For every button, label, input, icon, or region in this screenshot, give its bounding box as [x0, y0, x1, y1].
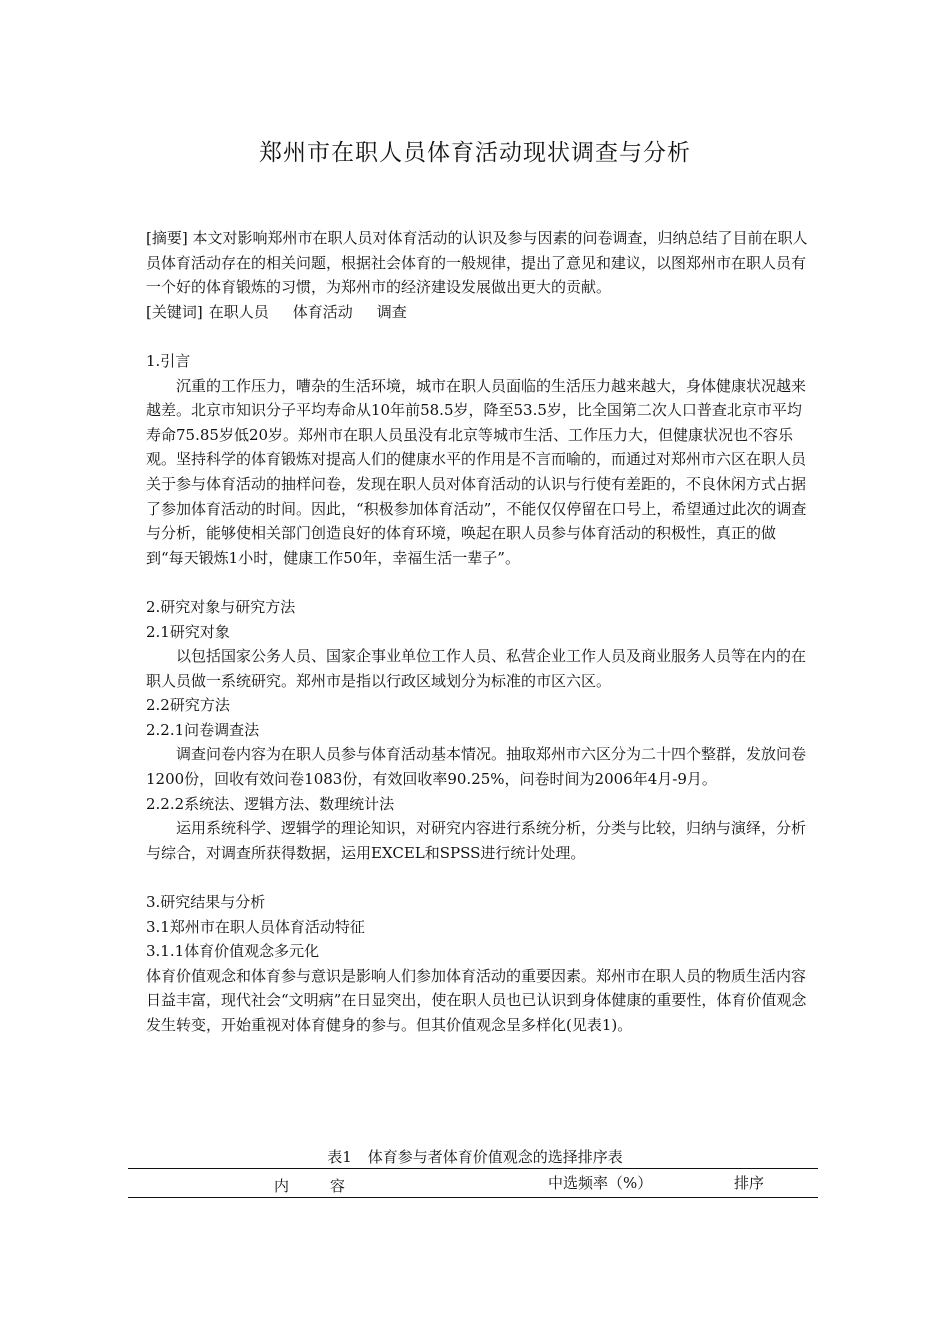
header-content-char-1: 内 [274, 1177, 290, 1195]
table-1-number: 表1 [327, 1148, 352, 1166]
section-3-heading: 3.研究结果与分析 [146, 893, 266, 912]
section-2-2-1-paragraph: 调查问卷内容为在职人员参与体育活动基本情况。抽取郑州市六区分为二十四个整群，发放问卷1200份，回收有效问卷1083份，有效回收率90.25%，问卷时间为2006年4月-9月。 [146, 745, 807, 789]
section-1-heading: 1.引言 [146, 351, 191, 370]
header-frequency: 中选频率（%） [548, 1174, 653, 1192]
document-body [146, 226, 810, 1038]
section-3-1-heading: 3.1郑州市在职人员体育活动特征 [146, 917, 365, 936]
section-2-2-2-heading: 2.2.2系统法、逻辑方法、数理统计法 [146, 794, 395, 813]
keyword-2: 体育活动 [292, 302, 353, 321]
document-title: 郑州市在职人员体育活动现状调查与分析 [259, 140, 691, 166]
section-2-2-1-heading: 2.2.1问卷调查法 [146, 720, 260, 739]
keywords-label: [关键词] [146, 302, 203, 321]
header-content-char-2: 容 [330, 1177, 346, 1195]
table-1-title: 体育参与者体育价值观念的选择排序表 [367, 1148, 623, 1166]
abstract-paragraph [146, 226, 810, 300]
table-1 [128, 1168, 818, 1198]
section-3-1-1-paragraph: 体育价值观念和体育参与意识是影响人们参加体育活动的重要因素。郑州市在职人员的物质生活内容日益丰富，现代社会“文明病”在日显突出，使在职人员也已认识到身体健康的重要性，体育价值观念发生转变，开始重视对体育健身的参与。但其价值观念呈多样化(见表1)。 [146, 966, 807, 1034]
section-3-1-1-heading: 3.1.1体育价值观念多元化 [146, 942, 320, 961]
section-2-2-heading: 2.2研究方法 [146, 696, 230, 715]
keyword-1: 在职人员 [208, 302, 269, 321]
section-2-1-heading: 2.1研究对象 [146, 622, 230, 641]
table-1-caption [0, 1146, 950, 1167]
section-2-1-paragraph: 以包括国家公务人员、国家企事业单位工作人员、私营企业工作人员及商业服务人员等在内的在职人员做一系统研究。郑州市是指以行政区域划分为标准的市区六区。 [146, 647, 807, 690]
keyword-3: 调查 [376, 302, 407, 321]
table-header-rule [128, 1197, 818, 1198]
table-header-row [128, 1169, 818, 1195]
abstract-text: 本文对影响郑州市在职人员对体育活动的认识及参与因素的问卷调查，归纳总结了目前在职人员体育活动存在的相关问题，根据社会体育的一般规律，提出了意见和建议，以图郑州市在职人员有一个好的体育锻炼的习惯，为郑州市的经济建设发展做出更大的贡献。 [146, 229, 808, 297]
section-2-heading: 2.研究对象与研究方法 [146, 597, 296, 616]
header-rank: 排序 [734, 1174, 765, 1192]
keywords-line [146, 300, 810, 325]
section-1-paragraph: 沉重的工作压力，嘈杂的生活环境，城市在职人员面临的生活压力越来越大，身体健康状况越来越差。北京市知识分子平均寿命从10年前58.5岁，降至53.5岁，比全国第二次人口普查北京市平均寿命75.85岁低20岁。郑州市在职人员虽没有北京等城市生活、工作压力大，但健康状况也不容乐观。坚持科学的体育锻炼对提高人们的健康水平的作用是不言而喻的，而通过对郑州市六区在职人员关于参与体育活动的抽样问卷，发现在职人员对体育活动的认识与行使有差距的，不良休闲方式占据了参加体育活动的时间。因此，“积极参加体育活动”，不能仅仅停留在口号上，希望通过此次的调查与分析，能够使相关部门创造良好的体育环境，唤起在职人员参与体育活动的积极性，真正的做到“每天锻炼1小时，健康工作50年，幸福生活一辈子”。 [146, 376, 807, 567]
abstract-label: [摘要] [146, 229, 188, 247]
section-2-2-2-paragraph: 运用系统科学、逻辑学的理论知识，对研究内容进行系统分析，分类与比较，归纳与演绎，分析与综合，对调查所获得数据，运用EXCEL和SPSS进行统计处理。 [146, 819, 807, 862]
